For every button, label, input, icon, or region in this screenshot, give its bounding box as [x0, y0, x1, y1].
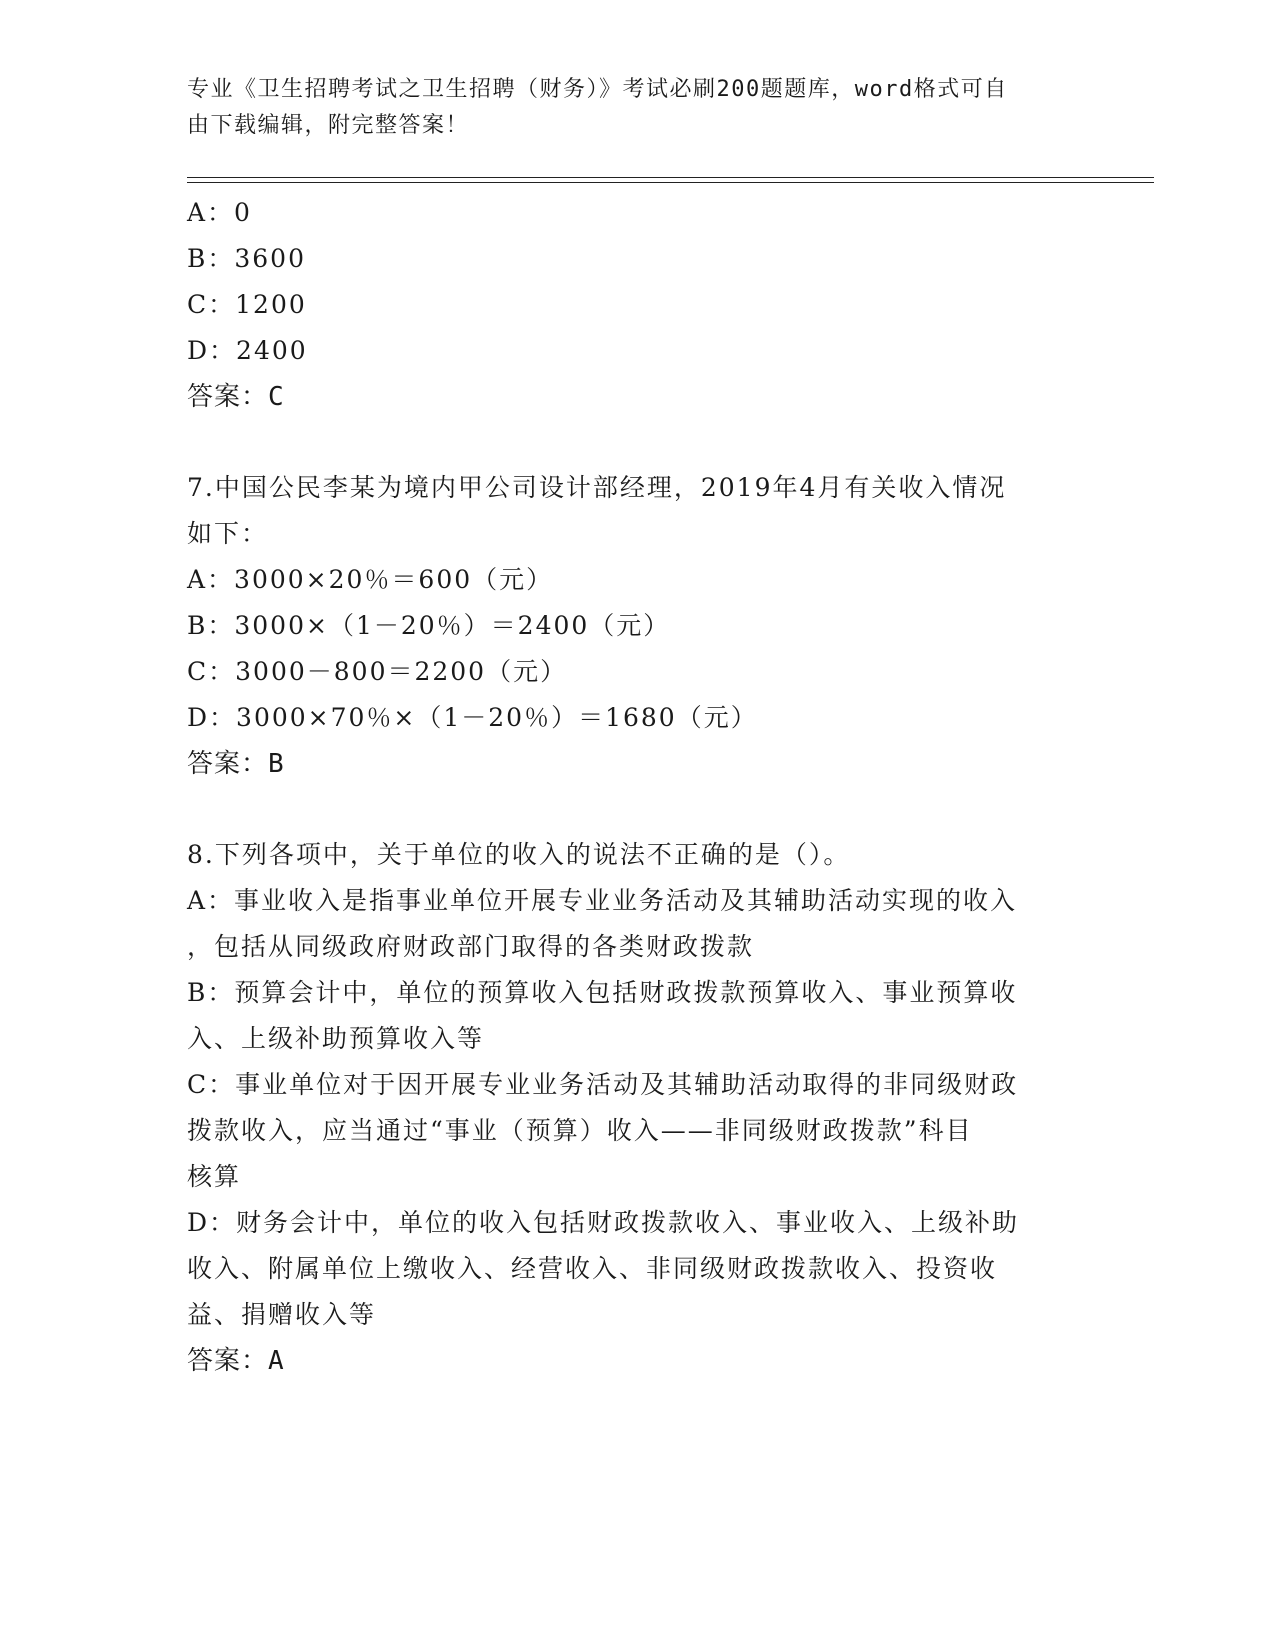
question-8-block [187, 832, 1087, 1384]
spacer [187, 420, 1087, 465]
q7-option-c: C：3000－800＝2200（元） [187, 657, 568, 686]
q7-question-line-1: 7.中国公民李某为境内甲公司设计部经理，2019年4月有关收入情况 [187, 473, 1007, 502]
document-body [187, 190, 1087, 1384]
q8-option-d-line-3: 益、捐赠收入等 [187, 1300, 377, 1329]
q8-option-b-line-2: 入、上级补助预算收入等 [187, 1024, 485, 1053]
q6-option-c: C：1200 [187, 290, 307, 319]
q7-option-a: A：3000×20％＝600（元） [187, 565, 554, 594]
document-header [187, 72, 1067, 144]
q7-answer: 答案：B [187, 749, 285, 779]
q7-question-line-2: 如下： [187, 519, 269, 548]
q8-option-c-line-3: 核算 [187, 1162, 242, 1191]
q8-option-a-line-1: A：事业收入是指事业单位开展专业业务活动及其辅助活动实现的收入 [187, 886, 1018, 915]
q7-option-b: B：3000×（1－20％）＝2400（元） [187, 611, 671, 640]
q6-option-b: B：3600 [187, 244, 306, 273]
header-line-1: 专业《卫生招聘考试之卫生招聘（财务）》考试必刷200题题库，word格式可自 [187, 77, 1008, 102]
q8-answer: 答案：A [187, 1346, 285, 1376]
q6-option-a: A：0 [187, 198, 252, 227]
q8-option-d-line-2: 收入、附属单位上缴收入、经营收入、非同级财政拨款收入、投资收 [187, 1254, 998, 1283]
q6-answer: 答案：C [187, 382, 285, 412]
header-divider-bottom [187, 182, 1154, 183]
q6-option-d: D：2400 [187, 336, 308, 365]
header-divider-top [187, 177, 1154, 178]
q8-option-b-line-1: B：预算会计中，单位的预算收入包括财政拨款预算收入、事业预算收 [187, 978, 1018, 1007]
q8-question: 8.下列各项中，关于单位的收入的说法不正确的是（）。 [187, 840, 851, 869]
q8-option-a-line-2: ，包括从同级政府财政部门取得的各类财政拨款 [187, 932, 755, 961]
question-6-block [187, 190, 1087, 420]
header-line-2: 由下载编辑，附完整答案！ [187, 113, 470, 138]
question-7-block [187, 465, 1087, 787]
q8-option-c-line-1: C：事业单位对于因开展专业业务活动及其辅助活动取得的非同级财政 [187, 1070, 1019, 1099]
q7-option-d: D：3000×70％×（1－20％）＝1680（元） [187, 703, 758, 732]
q8-option-c-line-2: 拨款收入，应当通过“事业（预算）收入——非同级财政拨款”科目 [187, 1116, 973, 1145]
spacer [187, 787, 1087, 832]
q8-option-d-line-1: D：财务会计中，单位的收入包括财政拨款收入、事业收入、上级补助 [187, 1208, 1020, 1237]
